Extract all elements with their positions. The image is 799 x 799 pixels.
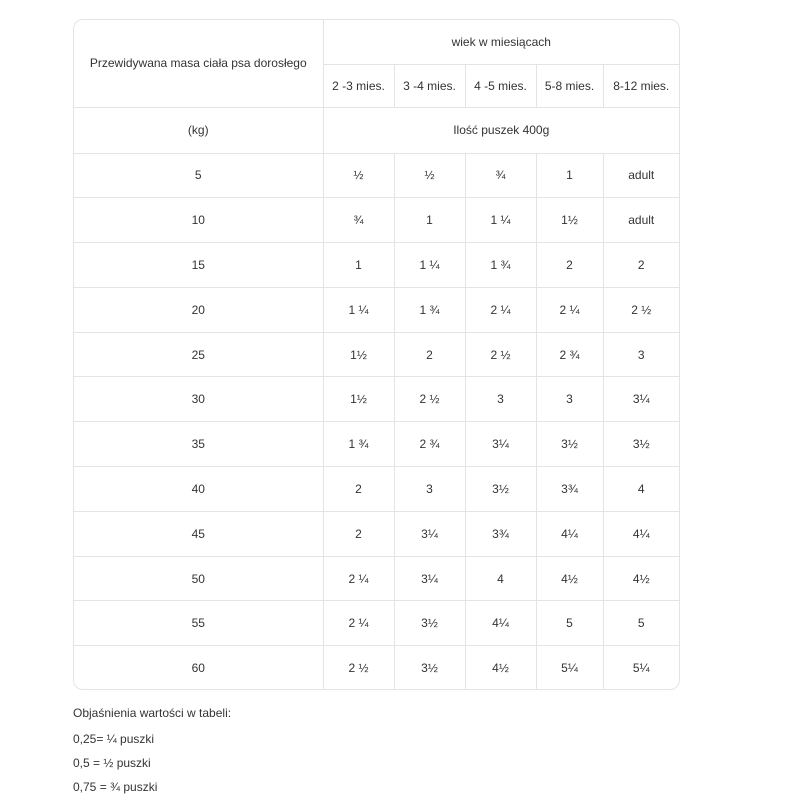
quantity-cell: 3¼ <box>394 511 465 556</box>
weight-cell: 55 <box>74 601 323 646</box>
weight-cell: 25 <box>74 332 323 377</box>
quantity-cell: 5 <box>603 601 679 646</box>
quantity-cell: 3¼ <box>465 422 536 467</box>
note-line: 0,25= ¼ puszki <box>73 732 155 746</box>
quantity-cell: 2 ¼ <box>323 556 394 601</box>
quantity-cell: 3¼ <box>394 556 465 601</box>
quantity-cell: 2 ¾ <box>394 422 465 467</box>
quantity-cell: ½ <box>323 153 394 198</box>
table-row <box>74 287 679 332</box>
quantity-cell: 2 ½ <box>394 377 465 422</box>
quantity-cell: 2 <box>603 243 679 288</box>
feeding-table <box>74 20 679 690</box>
header-unit: (kg) <box>74 107 323 153</box>
notes-title: Objaśnienia wartości w tabeli: <box>73 706 232 720</box>
table-row <box>74 153 679 198</box>
quantity-cell: ¾ <box>465 153 536 198</box>
weight-cell: 10 <box>74 198 323 243</box>
quantity-cell: 2 <box>323 467 394 512</box>
weight-cell: 20 <box>74 287 323 332</box>
table-row <box>74 646 679 690</box>
feeding-table-container <box>73 19 680 690</box>
quantity-cell: 2 ½ <box>465 332 536 377</box>
quantity-cell: 2 <box>394 332 465 377</box>
table-row <box>74 511 679 556</box>
quantity-cell: 1 ¾ <box>323 422 394 467</box>
quantity-cell: 1 ¼ <box>465 198 536 243</box>
quantity-cell: 3¾ <box>465 511 536 556</box>
table-row <box>74 377 679 422</box>
quantity-cell: adult <box>603 153 679 198</box>
quantity-cell: 1½ <box>323 377 394 422</box>
quantity-cell: 1 ¾ <box>465 243 536 288</box>
table-row <box>74 198 679 243</box>
header-age-col: 8-12 mies. <box>603 64 679 107</box>
quantity-cell: 4 <box>603 467 679 512</box>
quantity-cell: 1 ¾ <box>394 287 465 332</box>
weight-cell: 60 <box>74 646 323 690</box>
quantity-cell: 2 ¾ <box>536 332 603 377</box>
quantity-cell: 3½ <box>394 646 465 690</box>
note-line: 0,75 = ¾ puszki <box>73 780 158 794</box>
quantity-cell: 1½ <box>323 332 394 377</box>
quantity-cell: 2 <box>536 243 603 288</box>
header-quantity: Ilość puszek 400g <box>323 107 679 153</box>
table-row <box>74 556 679 601</box>
quantity-cell: 3¼ <box>603 377 679 422</box>
quantity-cell: 5¼ <box>632 661 650 676</box>
quantity-cell: 3½ <box>394 601 465 646</box>
quantity-cell: 3½ <box>536 422 603 467</box>
quantity-cell: ½ <box>394 153 465 198</box>
quantity-cell: 4½ <box>536 556 603 601</box>
quantity-cell: 3 <box>603 332 679 377</box>
quantity-cell: 2 ½ <box>603 287 679 332</box>
header-age-col: 3 -4 mies. <box>394 64 465 107</box>
quantity-cell: 3¾ <box>536 467 603 512</box>
weight-cell: 15 <box>74 243 323 288</box>
header-adult-weight: Przewidywana masa ciała psa dorosłego <box>74 20 323 107</box>
header-age-col: 5-8 mies. <box>536 64 603 107</box>
weight-cell: 35 <box>74 422 323 467</box>
weight-cell: 40 <box>74 467 323 512</box>
weight-cell: 30 <box>74 377 323 422</box>
quantity-cell: 3 <box>536 377 603 422</box>
table-row <box>74 332 679 377</box>
quantity-cell: 3 <box>465 377 536 422</box>
quantity-cell: 4 <box>465 556 536 601</box>
quantity-cell: 1 <box>323 243 394 288</box>
table-row <box>74 243 679 288</box>
quantity-cell: 4¼ <box>536 511 603 556</box>
note-line: 0,5 = ½ puszki <box>73 756 151 770</box>
header-age-col: 4 -5 mies. <box>465 64 536 107</box>
quantity-cell: 1 <box>536 153 603 198</box>
quantity-cell: 4¼ <box>603 511 679 556</box>
value-explanations <box>73 706 231 799</box>
quantity-cell: 1 ¼ <box>323 287 394 332</box>
table-row <box>74 422 679 467</box>
quantity-cell: 2 ½ <box>323 646 394 690</box>
quantity-cell: 2 ¼ <box>465 287 536 332</box>
quantity-cell: adult <box>603 198 679 243</box>
quantity-cell: 1 <box>394 198 465 243</box>
quantity-cell: 5 <box>536 601 603 646</box>
weight-cell: 5 <box>74 153 323 198</box>
quantity-cell: 3½ <box>465 467 536 512</box>
quantity-cell: 2 <box>323 511 394 556</box>
weight-cell: 45 <box>74 511 323 556</box>
quantity-cell: 1 ¼ <box>394 243 465 288</box>
table-row <box>74 467 679 512</box>
quantity-cell: ¾ <box>323 198 394 243</box>
table-row <box>74 601 679 646</box>
quantity-cell: 2 ¼ <box>536 287 603 332</box>
quantity-cell: 4½ <box>603 556 679 601</box>
quantity-cell: 3½ <box>603 422 679 467</box>
header-age-col: 2 -3 mies. <box>323 64 394 107</box>
weight-cell: 50 <box>74 556 323 601</box>
quantity-cell: 4¼ <box>465 601 536 646</box>
quantity-cell: 1½ <box>536 198 603 243</box>
quantity-cell: 5¼ <box>536 646 603 690</box>
header-age-group: wiek w miesiącach <box>323 20 679 64</box>
quantity-cell: 4½ <box>465 646 536 690</box>
quantity-cell: 3 <box>394 467 465 512</box>
quantity-cell: 2 ¼ <box>323 601 394 646</box>
